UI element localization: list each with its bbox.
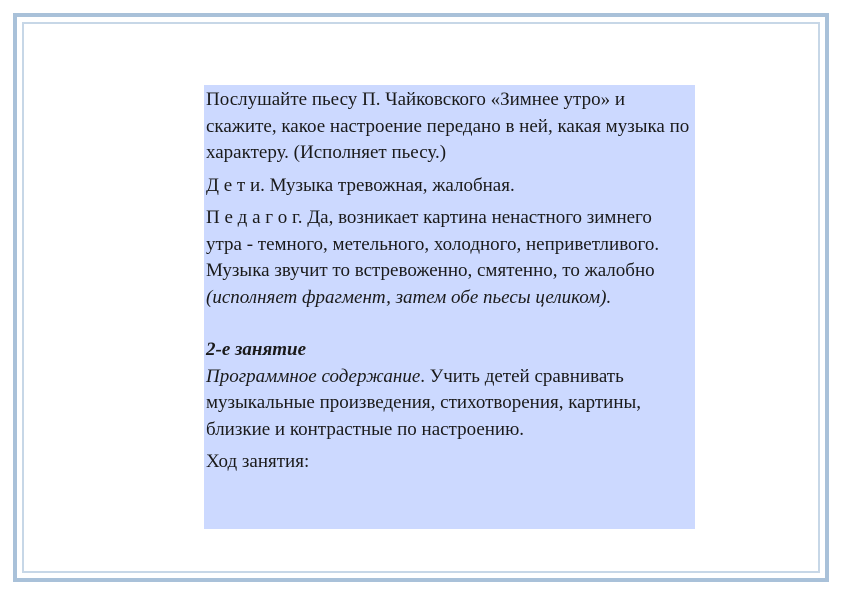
program-paragraph xyxy=(206,364,691,444)
children-reply-paragraph: Д е т и. Музыка тревожная, жалобная. xyxy=(206,174,515,196)
intro-paragraph: Послушайте пьесу П. Чайковского «Зимнее утро» и скажите, какое настроение передано в ней, какая музыка по характеру. (Исполняет пьесу.) xyxy=(206,89,690,163)
program-label: Программное содержание xyxy=(206,365,421,387)
teacher-reply-text: П е д а г о г. Да, возникает картина ненастного зимнего утра - темного, метельного, холодного, неприветливого. Музыка звучит то встревоженно, смятенно, то жалобно xyxy=(206,207,660,281)
text-block xyxy=(204,85,695,529)
teacher-reply-stage-direction: (исполняет фрагмент, затем обе пьесы целиком). xyxy=(206,286,612,308)
program-text: . Учить детей сравнивать музыкальные произведения, стихотворения, картины, близкие и контрастные по настроению. xyxy=(206,365,642,440)
teacher-reply-paragraph xyxy=(206,205,691,311)
lesson-course-paragraph: Ход занятия: xyxy=(206,451,310,472)
session-heading: 2-е занятие xyxy=(206,339,307,360)
paragraph-gap xyxy=(206,317,691,337)
